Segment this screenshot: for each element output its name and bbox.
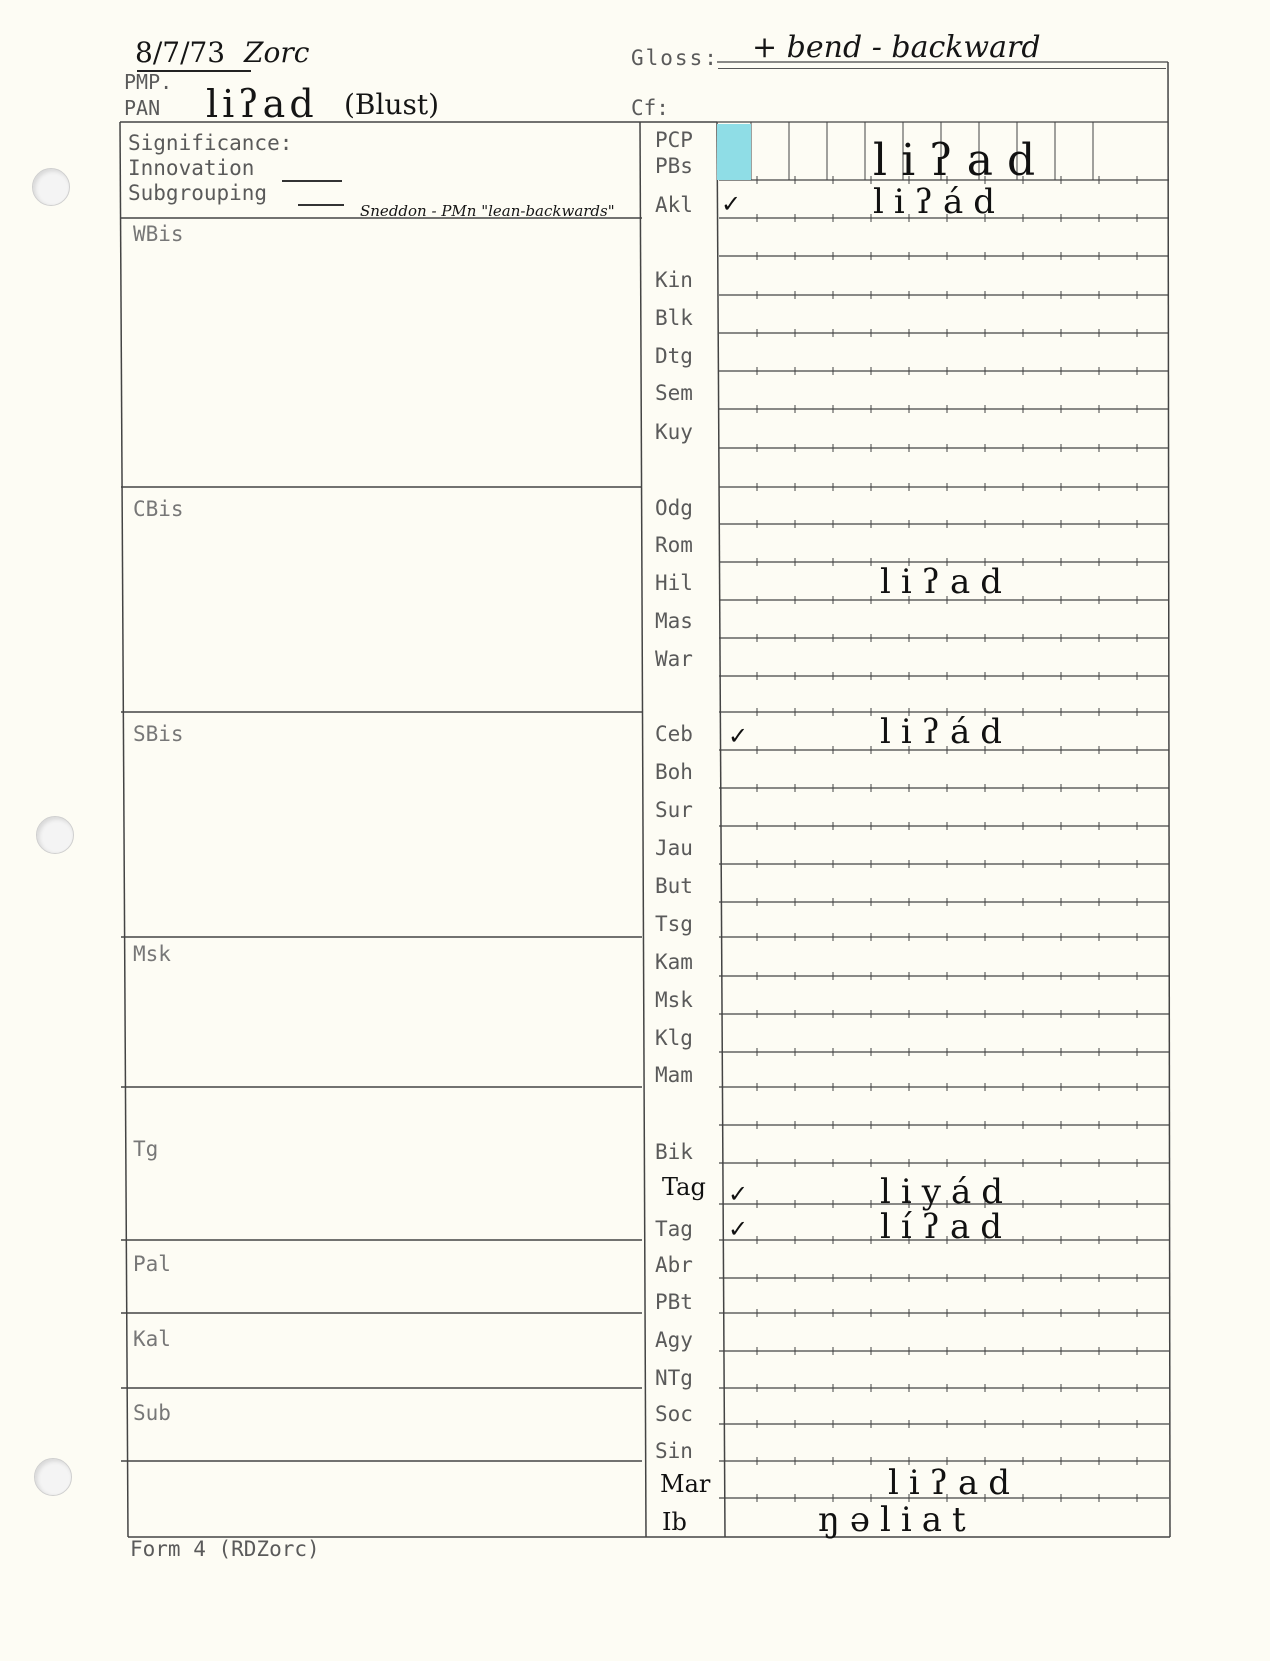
row-label-dtg: Dtg	[655, 344, 693, 368]
akl-check: ✓	[721, 190, 742, 218]
pmp-label: PMP.	[124, 70, 173, 94]
row-label-msk: Msk	[655, 988, 693, 1012]
pan-label: PAN	[124, 96, 161, 120]
pan-source: (Blust)	[344, 88, 440, 121]
ib-form: ŋəliat	[818, 1500, 976, 1540]
tag2-form: líʔad	[880, 1207, 1013, 1247]
mar-form: liʔad	[888, 1463, 1021, 1503]
row-label-but: But	[655, 874, 693, 898]
ceb-check: ✓	[728, 722, 749, 750]
row-label-mam: Mam	[655, 1063, 693, 1087]
row-label-kam: Kam	[655, 950, 693, 974]
row-label-ntg: NTg	[655, 1366, 693, 1390]
frame-divider	[640, 122, 646, 1537]
row-label-pbt: PBt	[655, 1290, 693, 1314]
frame-label-divider	[717, 122, 725, 1537]
row-label-hil: Hil	[655, 571, 693, 595]
section-sub: Sub	[133, 1401, 171, 1425]
row-label-mar-handwritten: Mar	[660, 1470, 711, 1498]
gloss-label: Gloss:	[631, 46, 719, 70]
tag1-form: liyád	[880, 1172, 1013, 1212]
row-label-kin: Kin	[655, 268, 693, 292]
innovation-label: Innovation	[128, 156, 255, 180]
row-label-pcp: PCP	[655, 128, 693, 152]
row-label-agy: Agy	[655, 1328, 693, 1352]
gloss-value: + bend - backward	[752, 30, 1041, 65]
row-label-abr: Abr	[655, 1253, 693, 1277]
date-text: 8/7/73	[135, 36, 226, 69]
frame-left	[120, 122, 128, 1537]
row-label-war: War	[655, 647, 693, 671]
row-label-sem: Sem	[655, 381, 693, 405]
row-label-bik: Bik	[655, 1140, 693, 1164]
row-label-tag: Tag	[655, 1217, 693, 1241]
row-label-soc: Soc	[655, 1402, 693, 1426]
sneddon-note: Sneddon - PMn "lean-backwards"	[360, 202, 615, 220]
gloss-underline	[718, 68, 1166, 69]
row-label-sur: Sur	[655, 798, 693, 822]
row-label-rom: Rom	[655, 533, 693, 557]
date	[135, 36, 309, 69]
row-label-ceb: Ceb	[655, 722, 693, 746]
row-label-mas: Mas	[655, 609, 693, 633]
row-label-ib-handwritten: Ib	[662, 1508, 687, 1536]
row-label-klg: Klg	[655, 1026, 693, 1050]
cf-label: Cf:	[631, 96, 669, 120]
section-msk: Msk	[133, 942, 171, 966]
section-wbis: WBis	[133, 222, 184, 246]
tag2-check: ✓	[728, 1215, 749, 1243]
significance-label: Significance:	[128, 131, 293, 155]
row-label-blk: Blk	[655, 306, 693, 330]
section-sbis: SBis	[133, 722, 184, 746]
akl-form: liʔád	[873, 182, 1006, 222]
hil-form: liʔad	[880, 562, 1013, 602]
subgrouping-label: Subgrouping	[128, 181, 268, 205]
frame-right	[1168, 62, 1170, 1537]
section-pal: Pal	[133, 1252, 171, 1276]
row-label-pbs: PBs	[655, 154, 693, 178]
row-label-jau: Jau	[655, 836, 693, 860]
form-footer: Form 4 (RDZorc)	[130, 1537, 320, 1561]
subgrouping-blank	[298, 204, 344, 206]
innovation-blank	[282, 180, 342, 182]
ceb-form: liʔád	[880, 712, 1013, 752]
row-label-akl: Akl	[655, 193, 693, 217]
row-label-tag-handwritten: Tag	[662, 1173, 706, 1201]
row-label-sin: Sin	[655, 1439, 693, 1463]
section-cbis: CBis	[133, 497, 184, 521]
author-name: Zorc	[244, 36, 310, 69]
section-tg: Tg	[133, 1137, 159, 1161]
highlight-cell	[717, 124, 751, 180]
pan-form: liʔad	[206, 82, 318, 126]
row-label-kuy: Kuy	[655, 420, 693, 444]
section-kal: Kal	[133, 1327, 171, 1351]
row-label-boh: Boh	[655, 760, 693, 784]
row-label-odg: Odg	[655, 496, 693, 520]
tag1-check: ✓	[728, 1180, 749, 1208]
pcp-form: liʔad	[873, 135, 1050, 186]
row-label-tsg: Tsg	[655, 912, 693, 936]
